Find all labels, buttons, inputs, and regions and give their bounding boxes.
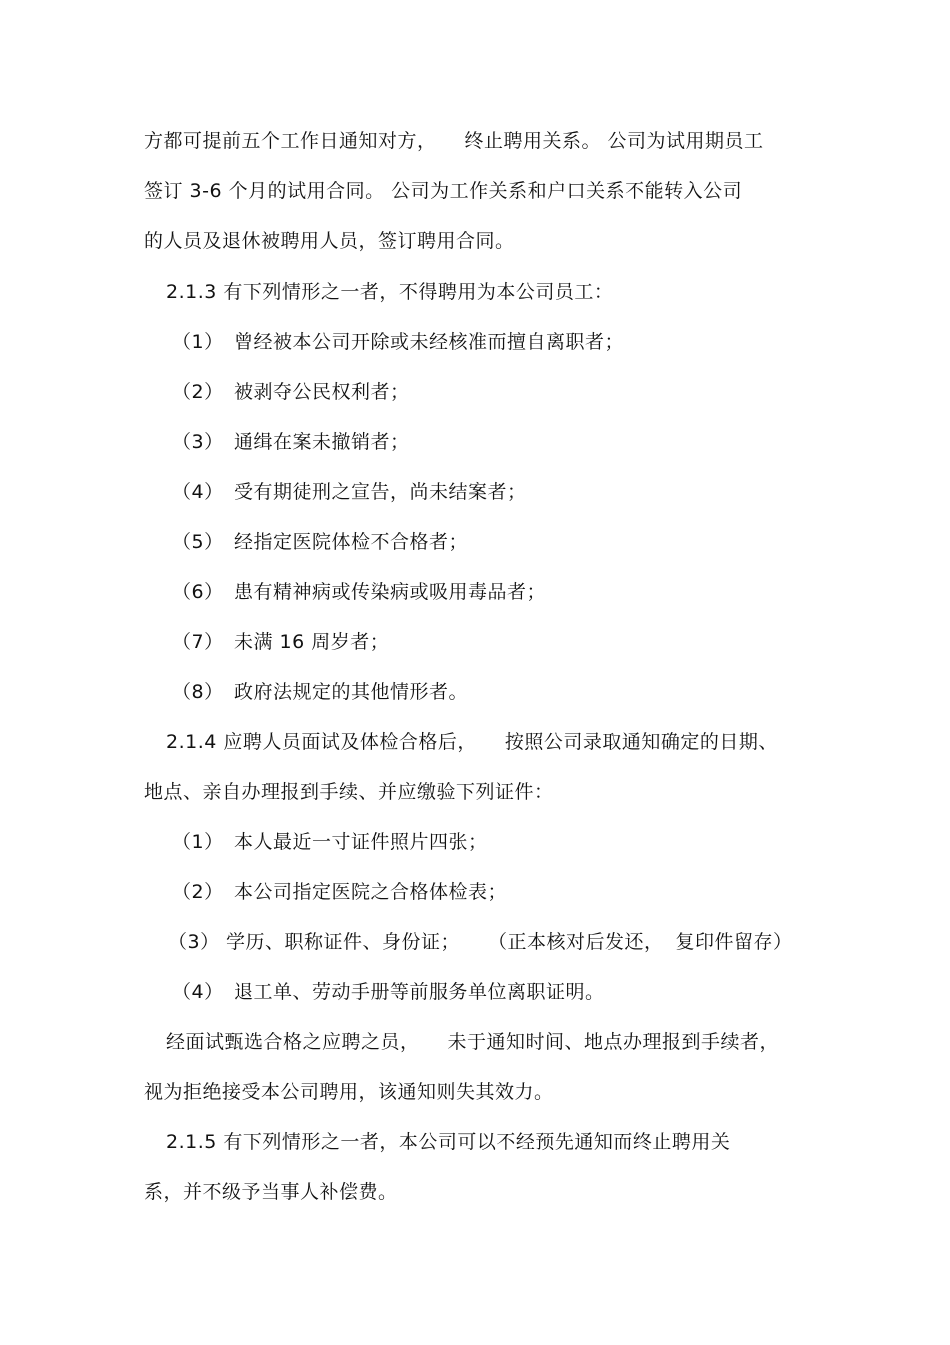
text-segment: 经面试甄选合格之应聘之员，: [166, 1031, 420, 1053]
list-number: （4）: [172, 481, 224, 503]
list-item: [172, 480, 527, 504]
list-text: 受有期徒刑之宣告，尚未结案者；: [234, 481, 527, 503]
list-item: [172, 530, 468, 554]
list-item: [172, 880, 507, 904]
list-text: 本人最近一寸证件照片四张；: [234, 831, 488, 853]
list-number: （5）: [172, 531, 224, 553]
list-text: 本公司指定医院之合格体检表；: [234, 881, 508, 903]
list-item: [172, 380, 410, 404]
list-item: [168, 930, 793, 954]
list-text: 经指定医院体检不合格者；: [234, 531, 469, 553]
list-text: 学历、职称证件、身份证；: [226, 931, 461, 953]
text-segment: 按照公司录取通知确定的日期、: [504, 731, 778, 753]
list-text: 政府法规定的其他情形者。: [234, 681, 469, 703]
paragraph-line: 系，并不级予当事人补偿费。: [144, 1181, 398, 1203]
list-text-note: 复印件留存）: [675, 931, 793, 953]
section-heading-2-1-3: 2.1.3 有下列情形之一者，不得聘用为本公司员工：: [166, 281, 614, 303]
list-number: （3）: [168, 931, 220, 953]
list-number: （2）: [172, 881, 224, 903]
list-number: （3）: [172, 431, 224, 453]
list-number: （1）: [172, 831, 224, 853]
list-text: 退工单、劳动手册等前服务单位离职证明。: [234, 981, 605, 1003]
list-item: [172, 430, 410, 454]
list-item: [172, 580, 546, 604]
list-number: （2）: [172, 381, 224, 403]
list-text: 曾经被本公司开除或未经核准而擅自离职者；: [234, 331, 625, 353]
paragraph-line: 签订 3-6 个月的试用合同。 公司为工作关系和户口关系不能转入公司: [144, 180, 743, 202]
paragraph-line: 的人员及退休被聘用人员，签订聘用合同。: [144, 230, 515, 252]
list-text: 被剥夺公民权利者；: [234, 381, 410, 403]
list-item: [172, 680, 468, 704]
list-number: （6）: [172, 581, 224, 603]
paragraph-line: [166, 1030, 779, 1054]
text-segment: 终止聘用关系。 公司为试用期员工: [464, 130, 764, 152]
list-number: （8）: [172, 681, 224, 703]
text-segment: 未于通知时间、地点办理报到手续者，: [447, 1031, 780, 1053]
paragraph-line: [144, 129, 764, 153]
text-segment: 方都可提前五个工作日通知对方，: [144, 130, 437, 152]
list-text: 通缉在案未撤销者；: [234, 431, 410, 453]
list-text: 未满 16 周岁者；: [234, 631, 390, 653]
list-number: （7）: [172, 631, 224, 653]
list-item: [172, 830, 488, 854]
paragraph-line: 视为拒绝接受本公司聘用，该通知则失其效力。: [144, 1081, 554, 1103]
list-text: 患有精神病或传染病或吸用毒品者；: [234, 581, 547, 603]
section-heading-2-1-5: 2.1.5 有下列情形之一者，本公司可以不经预先通知而终止聘用关: [166, 1131, 731, 1153]
list-item: [172, 330, 624, 354]
list-number: （1）: [172, 331, 224, 353]
list-number: （4）: [172, 981, 224, 1003]
list-item: [172, 630, 389, 654]
section-heading-2-1-4: [166, 730, 778, 754]
list-text-note: （正本核对后发还，: [488, 931, 664, 953]
list-item: [172, 980, 605, 1004]
text-segment: 2.1.4 应聘人员面试及体检合格后，: [166, 731, 477, 753]
paragraph-line: 地点、亲自办理报到手续、并应缴验下列证件：: [144, 781, 554, 803]
